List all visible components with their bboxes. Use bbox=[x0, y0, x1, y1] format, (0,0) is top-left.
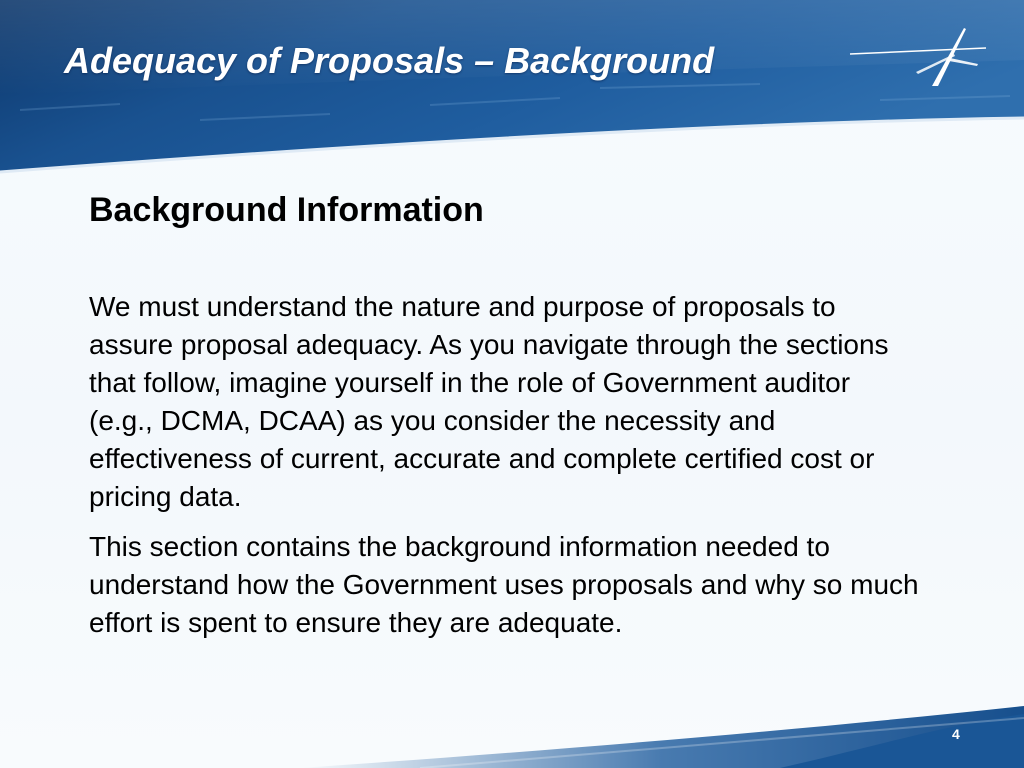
slide-title: Adequacy of Proposals – Background bbox=[64, 40, 715, 81]
section-heading: Background Information bbox=[89, 191, 484, 229]
body-paragraph: We must understand the nature and purpose of proposals to assure proposal adequacy. As you navigate through the sections that follow, imagine yourself in the role of Government auditor (e.g., DCMA, DCAA) as you consider the necessity and effectiveness of current, accurate and complete certified cost or pricing data. bbox=[89, 291, 889, 512]
page-number: 4 bbox=[952, 726, 960, 742]
slide-content bbox=[89, 188, 949, 654]
body-paragraph: This section contains the background information needed to understand how the Government uses proposals and why so much effort is spent to ensure they are adequate. bbox=[89, 531, 919, 638]
star-swoosh-icon bbox=[846, 24, 992, 90]
footer-swoosh bbox=[0, 690, 1024, 768]
